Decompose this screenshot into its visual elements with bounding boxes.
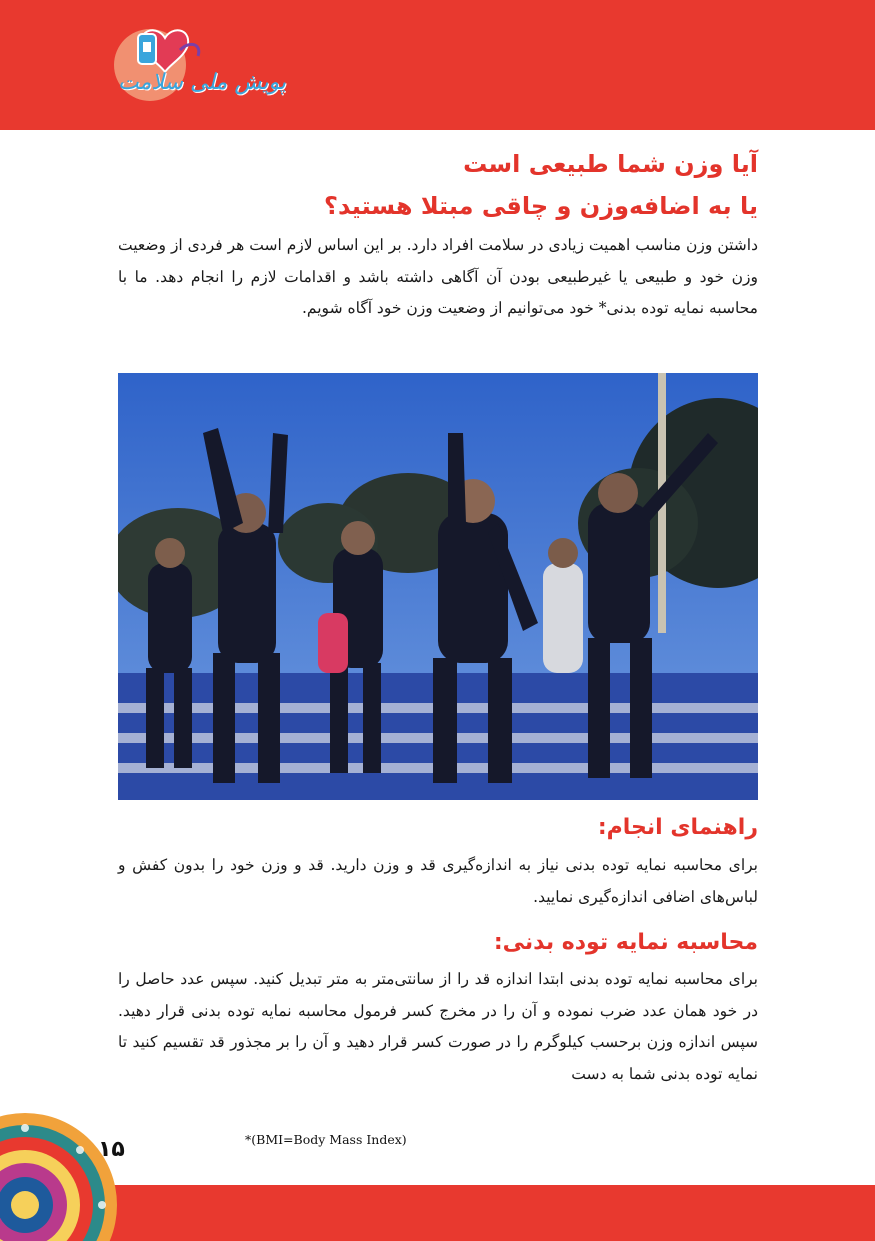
group-exercise-photo <box>118 373 758 800</box>
calc-paragraph: برای محاسبه نمایه توده بدنی ابتدا اندازه قد را از سانتی‌متر به متر تبدیل کنید. سپس عدد حاصل را در خود همان عدد ضرب نموده و آن را در مخرج کسر فرمول محاسبه نمایه توده بدنی قرار دهید. سپس اندازه وزن برحسب کیلوگرم را در صورت کسر قرار دهید و آن را بر مجذور قد تقسیم کنید تا نمایه توده بدنی شما به دست <box>118 970 758 1083</box>
guide-paragraph: برای محاسبه نمایه توده بدنی نیاز به اندازه‌گیری قد و وزن دارید. قد و وزن خود را بدون کفش و لباس‌های اضافی اندازه‌گیری نمایید. <box>118 856 758 906</box>
page-number: ۱۵ <box>98 1137 125 1162</box>
guide-heading: راهنمای انجام: <box>597 815 758 840</box>
calc-heading: محاسبه نمایه توده بدنی: <box>493 930 758 955</box>
mandala-ornament-icon <box>0 1110 120 1241</box>
footnote: *(BMI=Body Mass Index) <box>245 1132 407 1147</box>
page-title-line-2: یا به اضافه‌وزن و چاقی مبتلا هستید؟ <box>324 192 758 220</box>
exercise-scene-image <box>118 373 758 800</box>
footer-band <box>0 1185 875 1241</box>
page-title-line-1: آیا وزن شما طبیعی است <box>463 150 758 178</box>
intro-paragraph: داشتن وزن مناسب اهمیت زیادی در سلامت افراد دارد. بر این اساس لازم است هر فردی از وضعیت وزن خود و طبیعی یا غیرطبیعی بودن آن آگاهی داشته باشد و اقدامات لازم را انجام دهد. ما با محاسبه نمایه توده بدنی* خود می‌توانیم از وضعیت وزن خود آگاه شویم. <box>118 236 758 317</box>
logo-text: پویش ملی سلامت <box>118 70 286 95</box>
